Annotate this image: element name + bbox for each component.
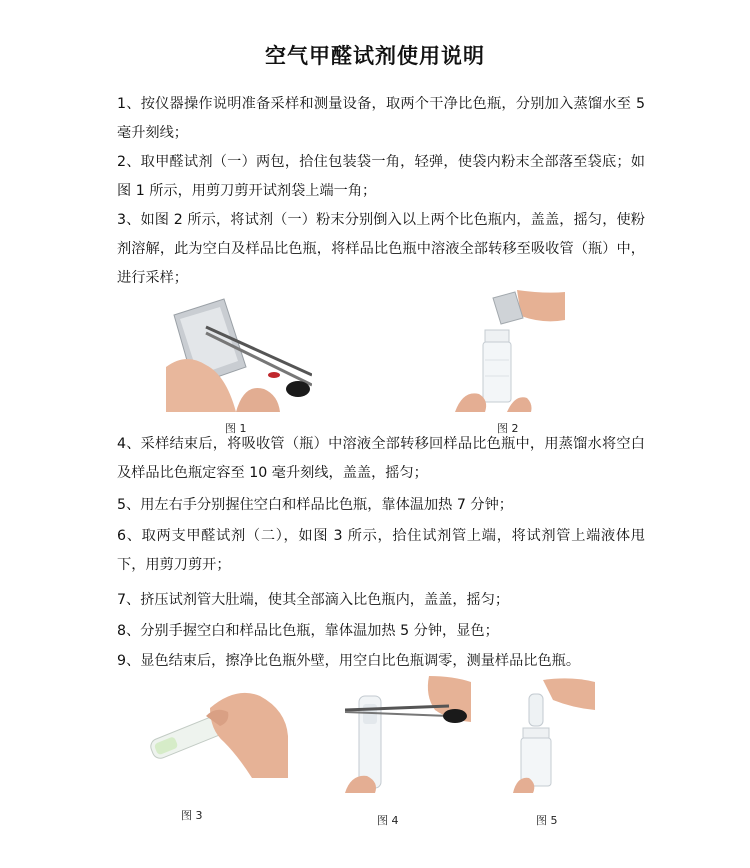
figure-4-image (345, 676, 471, 793)
step-7: 7、挤压试剂管大肚端，使其全部滴入比色瓶内，盖盖，摇匀； (117, 592, 510, 608)
step-6: 6、取两支甲醛试剂（二），如图 3 所示，拾住试剂管上端，将试剂管上端液体甩下，用剪刀剪开； (117, 528, 645, 573)
figure-3-caption: 图 3 (181, 809, 203, 822)
figure-4-caption: 图 4 (377, 814, 399, 827)
step-9: 9、显色结束后，擦净比色瓶外壁，用空白比色瓶调零，测量样品比色瓶。 (117, 653, 581, 669)
figure-3-image (140, 676, 288, 778)
step-2: 2、取甲醛试剂（一）两包，拾住包装袋一角，轻弹，使袋内粉末全部落至袋底；如图 1 所示，用剪刀剪开试剂袋上端一角； (117, 154, 645, 199)
step-4: 4、采样结束后，将吸收管（瓶）中溶液全部转移回样品比色瓶中，用蒸馏水将空白及样品比色瓶定容至 10 毫升刻线，盖盖，摇匀； (117, 436, 645, 481)
step-1: 1、按仪器操作说明准备采样和测量设备，取两个干净比色瓶，分别加入蒸馏水至 5 毫升刻线； (117, 96, 645, 141)
step-3: 3、如图 2 所示，将试剂（一）粉末分别倒入以上两个比色瓶内，盖盖，摇匀，使粉剂溶解，此为空白及样品比色瓶，将样品比色瓶中溶液全部转移至吸收管（瓶）中，进行采样； (117, 212, 645, 286)
figure-5-caption: 图 5 (536, 814, 558, 827)
step-5: 5、用左右手分别握住空白和样品比色瓶，靠体温加热 7 分钟； (117, 497, 513, 513)
figure-2-caption: 图 2 (497, 422, 519, 435)
page-title: 空气甲醛试剂使用说明 (265, 44, 485, 68)
step-8: 8、分别手握空白和样品比色瓶，靠体温加热 5 分钟，显色； (117, 623, 499, 639)
figure-1-image (166, 297, 312, 412)
figure-5-image (513, 676, 595, 793)
figure-1-caption: 图 1 (225, 422, 247, 435)
figure-2-image (455, 290, 565, 412)
